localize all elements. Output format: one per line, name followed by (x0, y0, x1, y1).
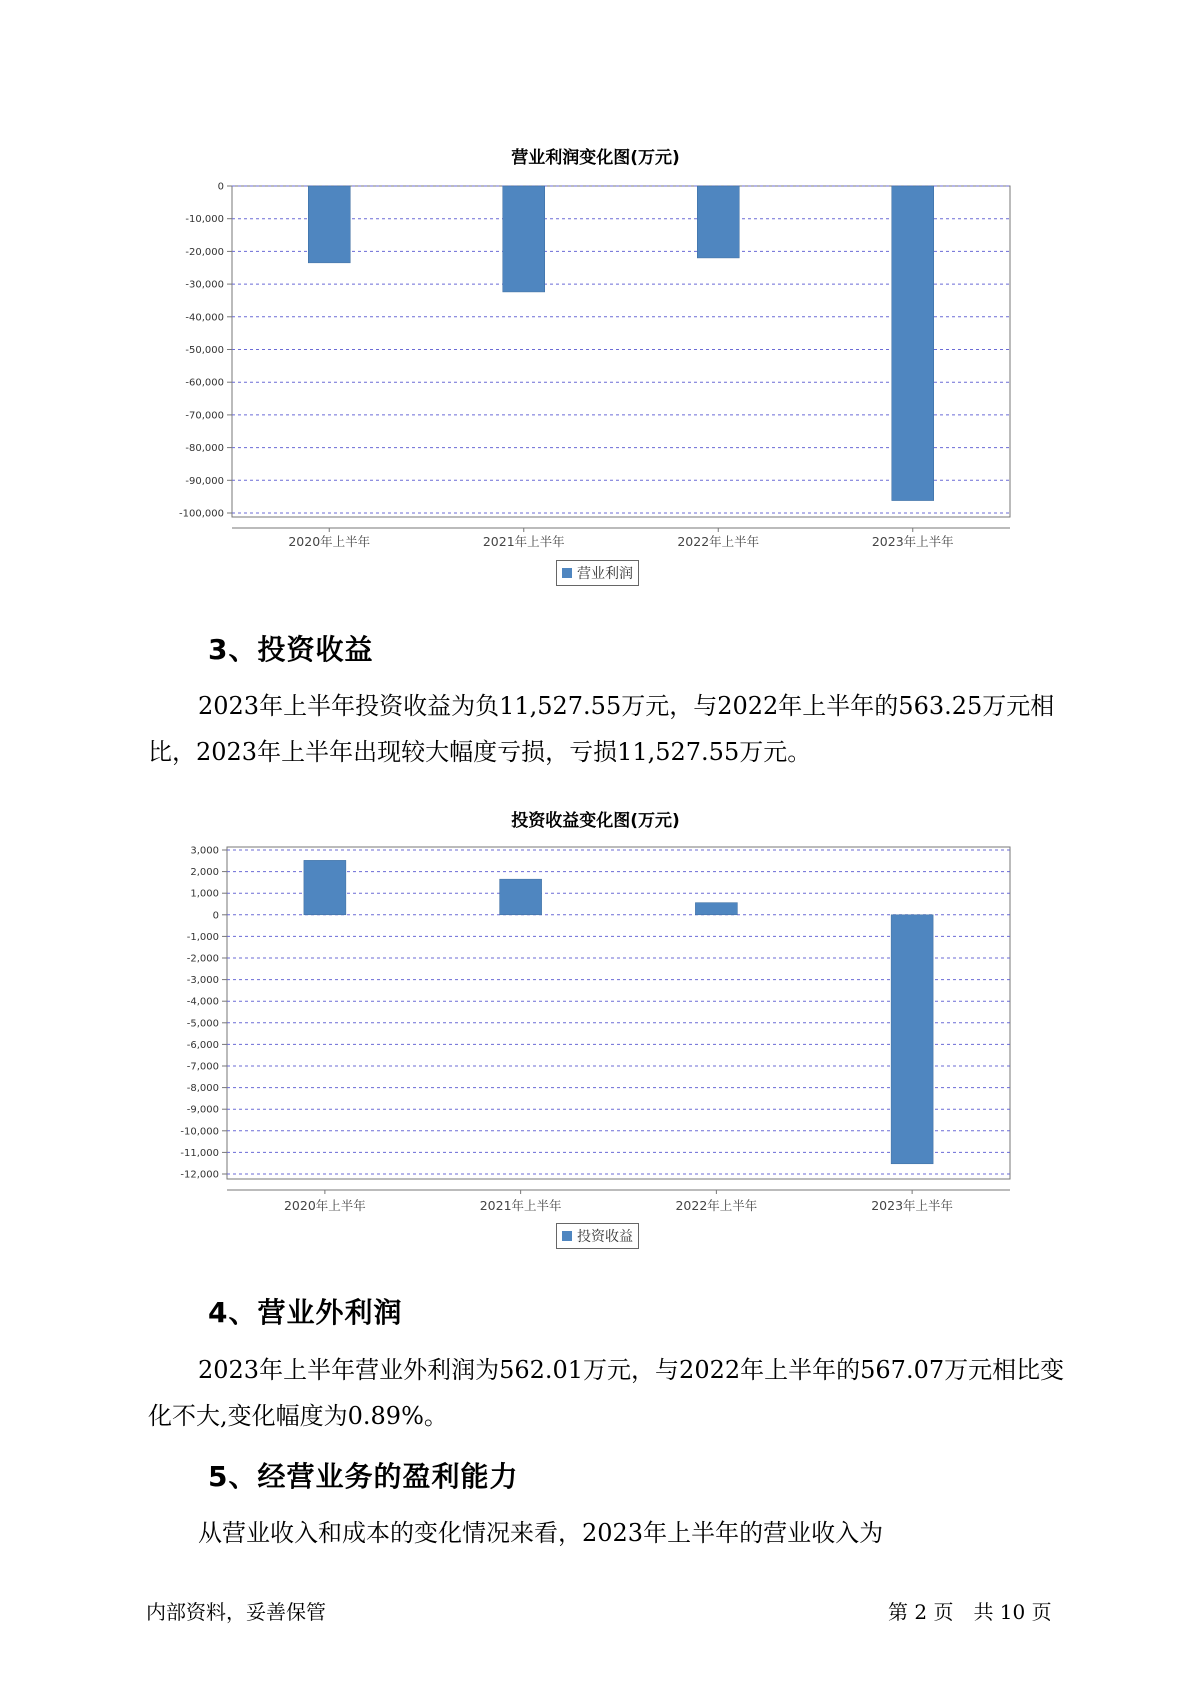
y-tick-label: -2,000 (186, 953, 219, 965)
y-tick-label: 3,000 (190, 845, 219, 857)
x-tick-label: 2021年上半年 (482, 534, 565, 549)
y-tick-label: -70,000 (185, 410, 224, 422)
y-tick-label: -30,000 (185, 279, 224, 291)
legend-operating-profit (556, 560, 639, 586)
paragraph-text: 2023年上半年投资收益为负11,527.55万元，与2022年上半年的563.25万元相比，2023年上半年出现较大幅度亏损，亏损11,527.55万元。 (148, 692, 1055, 766)
bar (308, 186, 350, 263)
x-tick-label: 2023年上半年 (871, 1198, 954, 1213)
bar (697, 186, 739, 258)
legend-label: 投资收益 (577, 1229, 633, 1245)
y-tick-label: 0 (217, 181, 224, 193)
y-tick-label: -1,000 (186, 931, 219, 943)
bar (500, 879, 542, 915)
investment-income-chart (0, 835, 1191, 1213)
y-tick-label: -11,000 (180, 1147, 219, 1159)
y-tick-label: -80,000 (185, 443, 224, 455)
paragraph-text: 2023年上半年营业外利润为562.01万元，与2022年上半年的567.07万元相比变化不大,变化幅度为0.89%。 (148, 1356, 1065, 1430)
chart-title-operating-profit: 营业利润变化图(万元) (511, 148, 680, 168)
y-tick-label: -12,000 (180, 1169, 219, 1181)
y-tick-label: -4,000 (186, 996, 219, 1008)
x-tick-label: 2022年上半年 (677, 534, 760, 549)
operating-profit-chart (0, 160, 1191, 549)
bar (503, 186, 545, 292)
x-tick-label: 2020年上半年 (288, 534, 371, 549)
footer-page-number: 第 2 页 共 10 页 (888, 1600, 1052, 1624)
bar (892, 186, 934, 501)
chart-title-investment-income: 投资收益变化图(万元) (511, 811, 680, 831)
y-tick-label: 0 (212, 910, 219, 922)
paragraph-text: 从营业收入和成本的变化情况来看，2023年上半年的营业收入为 (198, 1519, 884, 1547)
legend-swatch (562, 1231, 572, 1241)
y-tick-label: -60,000 (185, 377, 224, 389)
y-tick-label: -40,000 (185, 312, 224, 324)
y-tick-label: 1,000 (190, 888, 219, 900)
bar (695, 903, 737, 915)
y-tick-label: -10,000 (185, 214, 224, 226)
section-heading-non-operating-profit: 4、营业外利润 (208, 1296, 403, 1329)
section-paragraph-non-operating-profit (148, 1347, 1068, 1439)
x-tick-label: 2020年上半年 (283, 1198, 366, 1213)
y-tick-label: -100,000 (179, 508, 224, 520)
y-tick-label: -20,000 (185, 246, 224, 258)
section-paragraph-investment-income (148, 683, 1068, 775)
x-tick-label: 2022年上半年 (675, 1198, 758, 1213)
y-tick-label: -3,000 (186, 975, 219, 987)
bar (304, 860, 346, 914)
y-tick-label: -9,000 (186, 1104, 219, 1116)
legend-swatch (562, 568, 572, 578)
y-tick-label: -8,000 (186, 1083, 219, 1095)
bar (891, 915, 933, 1164)
footer-confidential-note: 内部资料，妥善保管 (146, 1600, 326, 1624)
y-tick-label: 2,000 (190, 867, 219, 879)
legend-label: 营业利润 (577, 566, 633, 582)
y-tick-label: -50,000 (185, 345, 224, 356)
y-tick-label: -7,000 (186, 1061, 219, 1073)
y-tick-label: -6,000 (186, 1039, 219, 1051)
x-tick-label: 2021年上半年 (479, 1198, 562, 1213)
y-tick-label: -10,000 (180, 1126, 219, 1138)
section-heading-investment-income: 3、投资收益 (208, 633, 374, 666)
legend-investment-income (556, 1223, 639, 1249)
section-heading-profitability: 5、经营业务的盈利能力 (208, 1460, 519, 1493)
section-paragraph-profitability (148, 1510, 1068, 1556)
y-tick-label: -5,000 (186, 1018, 219, 1030)
y-tick-label: -90,000 (185, 475, 224, 487)
x-tick-label: 2023年上半年 (871, 534, 954, 549)
